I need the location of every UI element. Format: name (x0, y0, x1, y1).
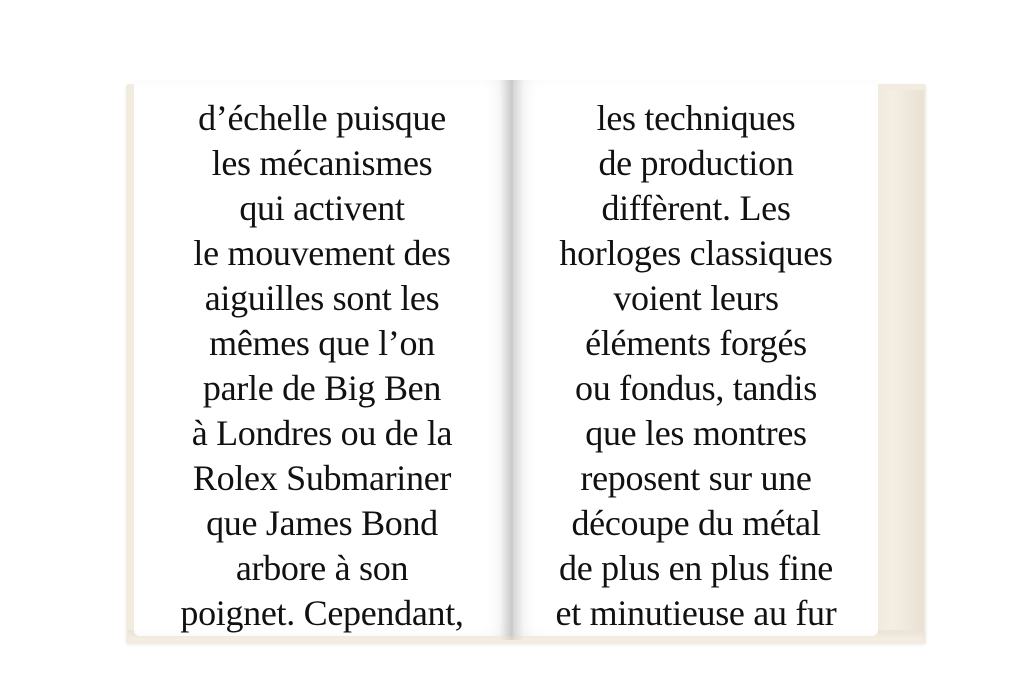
cover-edge (872, 90, 924, 638)
right-page-text (520, 96, 872, 636)
text-line: ou fondus, tandis (575, 368, 817, 408)
text-line: qui activent (239, 188, 405, 228)
text-line: les mécanismes (211, 143, 433, 183)
text-line: aiguilles sont les (204, 278, 440, 318)
text-line: reposent sur une (580, 458, 812, 498)
text-line: arbore à son (235, 548, 409, 588)
text-line: que James Bond (206, 503, 438, 543)
text-line: découpe du métal (571, 503, 821, 543)
text-line: Rolex Submariner (192, 458, 452, 498)
text-line: éléments forgés (585, 323, 807, 363)
text-line: parle de Big Ben (202, 368, 442, 408)
text-line: horloges classiques (559, 233, 833, 273)
text-line: que les montres (585, 413, 807, 453)
text-line: poignet. Cependant, (180, 593, 464, 633)
left-page-text (140, 96, 504, 636)
text-line: le mouvement des (193, 233, 451, 273)
text-line: à Londres ou de la (191, 413, 453, 453)
text-line: voient leurs (613, 278, 779, 318)
text-line: et minutieuse au fur (555, 593, 837, 633)
text-line: de production (598, 143, 794, 183)
text-line: diffèrent. Les (601, 188, 791, 228)
text-line: de plus en plus fine (559, 548, 833, 588)
text-line: d’échelle puisque (198, 98, 446, 138)
text-line: mêmes que l’on (209, 323, 435, 363)
text-line: les techniques (596, 98, 796, 138)
